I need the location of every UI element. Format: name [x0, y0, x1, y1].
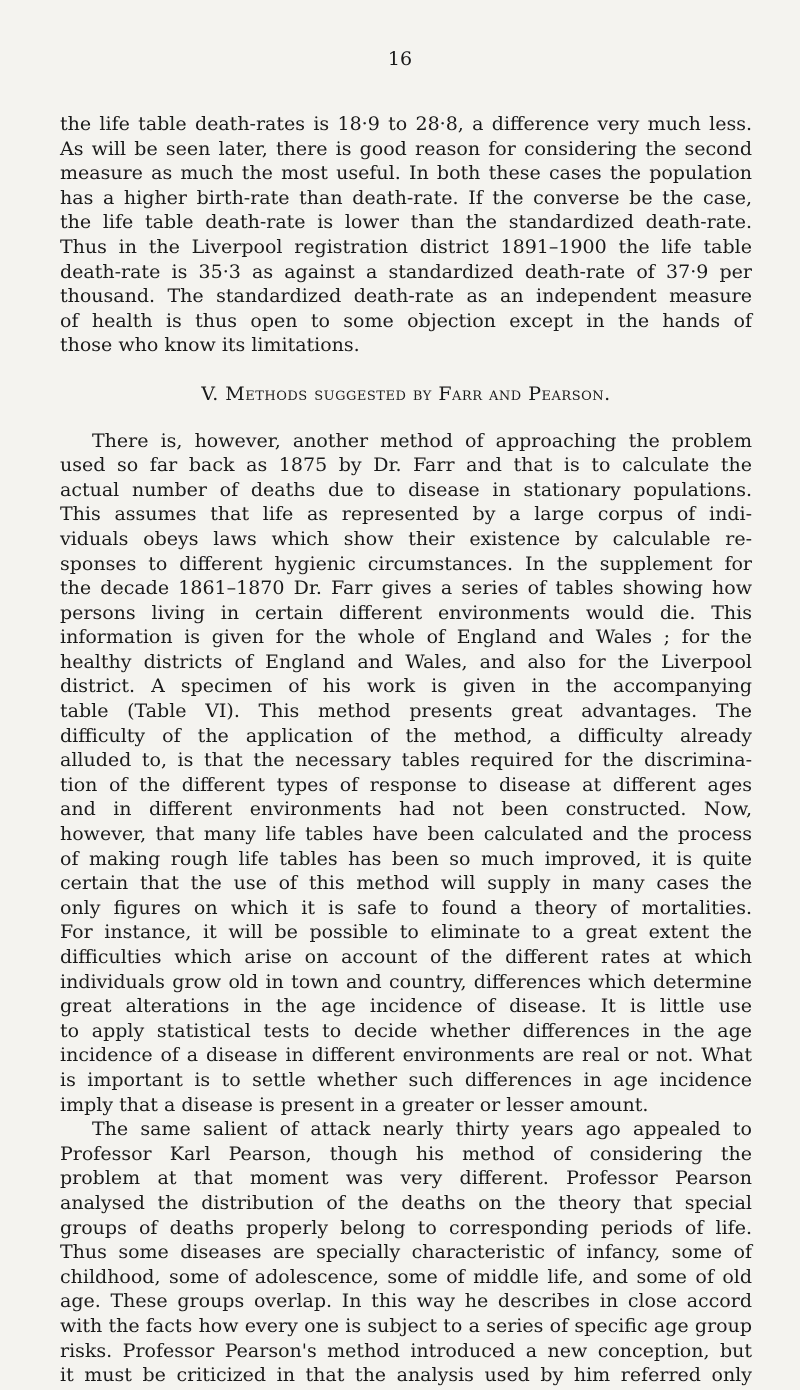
text-line: is important is to settle whether such differences in age incidence [60, 1068, 752, 1091]
text-line: As will be seen later, there is good reason for considering the second [60, 137, 752, 160]
text-line: viduals obeys laws which show their existence by calculable re- [60, 527, 752, 550]
text-line: difficulty of the application of the method, a difficulty already [60, 724, 752, 747]
text-line: thousand. The standardized death-rate as an independent measure [60, 285, 752, 308]
text-line: the decade 1861–1870 Dr. Farr gives a series of tables showing how [60, 577, 752, 600]
body-text [60, 112, 752, 1388]
text-line: those who know its limitations. [60, 334, 360, 357]
text-line: This assumes that life as represented by a large corpus of indi- [60, 503, 752, 526]
section-heading: V. Methods suggested by Farr and Pearson. [201, 382, 611, 405]
text-line: certain that the use of this method will supply in many cases the [60, 872, 752, 895]
text-line: alluded to, is that the necessary tables required for the discrimina- [60, 749, 752, 772]
text-line: difficulties which arise on account of the different rates at which [60, 946, 752, 968]
page-number: 16 [387, 48, 413, 70]
text-line: There is, however, another method of approaching the problem [92, 429, 752, 452]
text-line: analysed the distribution of the deaths on the theory that special [60, 1191, 752, 1214]
text-line: death-rate is 35·3 as against a standardized death-rate of 37·9 per [60, 260, 752, 283]
text-line: risks. Professor Pearson's method introduced a new conception, but [60, 1339, 752, 1362]
text-line: of health is thus open to some objection except in the hands of [60, 309, 752, 332]
text-line: individuals grow old in town and country, differences which determine [60, 970, 752, 993]
text-line: tion of the different types of response to disease at different ages [60, 773, 752, 796]
text-line: used so far back as 1875 by Dr. Farr and that is to calculate the [60, 454, 752, 477]
text-line: table (Table VI). This method presents great advantages. The [60, 700, 752, 723]
text-line: Thus in the Liverpool registration district 1891–1900 the life table [60, 235, 752, 258]
text-line: it must be criticized in that the analysis used by him referred only [60, 1364, 752, 1387]
text-line: of making rough life tables has been so much improved, it is quite [60, 847, 752, 870]
text-line: only figures on which it is safe to found a theory of mortalities. [60, 896, 752, 919]
text-line: with the facts how every one is subject to a series of specific age group [60, 1314, 752, 1337]
paragraph-2 [60, 429, 752, 1118]
text-line: sponses to different hygienic circumstances. In the supplement for [60, 552, 752, 575]
text-line: actual number of deaths due to disease in stationary populations. [60, 478, 752, 501]
text-line: information is given for the whole of England and Wales ; for the [60, 626, 752, 649]
text-line: great alterations in the age incidence of disease. It is little use [60, 995, 752, 1018]
text-line: has a higher birth-rate than death-rate. If the converse be the case, [60, 186, 752, 209]
text-line: For instance, it will be possible to eliminate to a great extent the [60, 921, 752, 944]
text-line: the life table death-rate is lower than the standardized death-rate. [60, 211, 752, 234]
text-line: The same salient of attack nearly thirty years ago appealed to [92, 1118, 752, 1141]
text-line: Professor Karl Pearson, though his method of considering the [60, 1142, 752, 1165]
text-line: groups of deaths properly belong to corresponding periods of life. [60, 1216, 752, 1239]
text-line: and in different environments had not been constructed. Now, [60, 798, 752, 821]
text-line: incidence of a disease in different environments are real or not. What [60, 1044, 752, 1067]
text-line: the life table death-rates is 18·9 to 28·8, a difference very much less. [60, 113, 752, 135]
text-line: to apply statistical tests to decide whether differences in the age [60, 1019, 752, 1042]
text-line: district. A specimen of his work is given in the accompanying [60, 675, 752, 698]
paragraph-3 [60, 1117, 752, 1388]
text-line: problem at that moment was very different. Professor Pearson [60, 1167, 752, 1190]
paragraph-1 [60, 112, 752, 358]
text-line: childhood, some of adolescence, some of middle life, and some of old [60, 1265, 752, 1288]
text-line: however, that many life tables have been calculated and the process [60, 823, 752, 846]
text-line: measure as much the most useful. In both these cases the population [60, 162, 752, 185]
text-line: healthy districts of England and Wales, and also for the Liverpool [60, 650, 752, 673]
text-line: imply that a disease is present in a greater or lesser amount. [60, 1093, 649, 1116]
text-line: Thus some diseases are specially characteristic of infancy, some of [60, 1241, 752, 1264]
text-line: persons living in certain different environments would die. This [60, 601, 752, 624]
text-line: age. These groups overlap. In this way he describes in close accord [60, 1290, 752, 1313]
